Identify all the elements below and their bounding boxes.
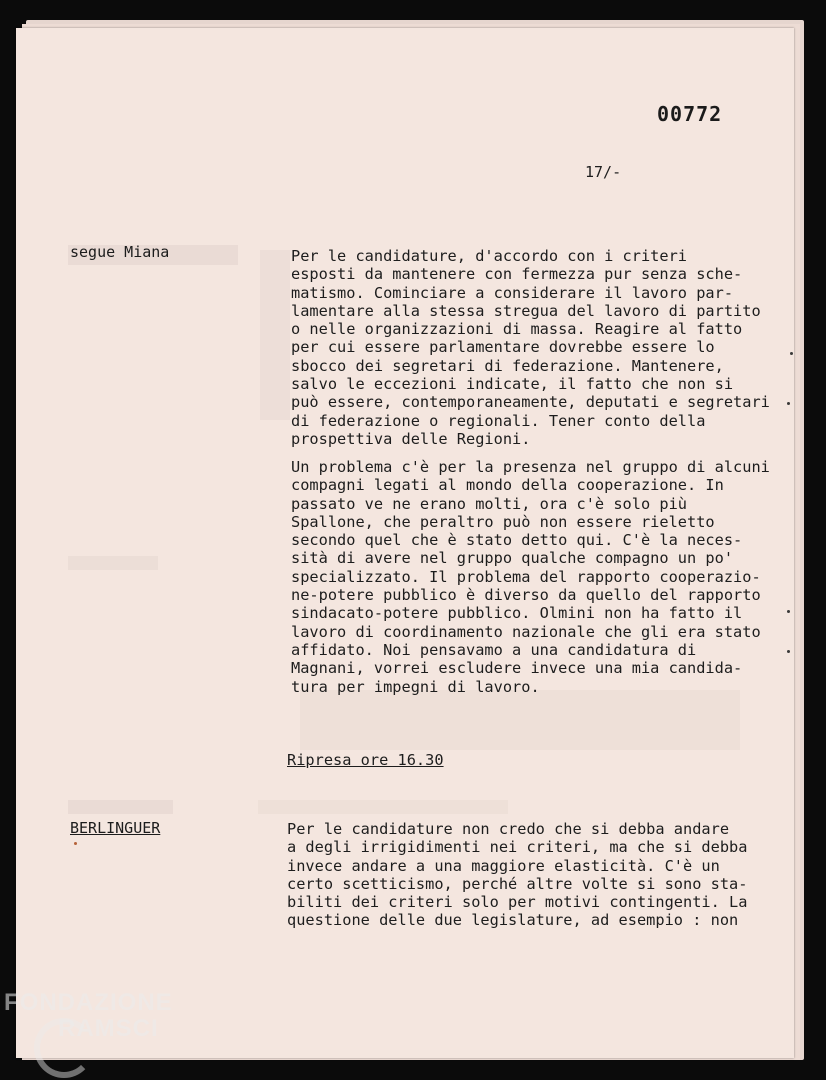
text-line: esposti da mantenere con fermezza pur senza sche- [291, 265, 743, 284]
text-line: specializzato. Il problema del rapporto cooperazio- [291, 567, 761, 586]
text-line: Un problema c'è per la presenza nel gruppo di alcuni [291, 458, 770, 476]
text-line: o nelle organizzazioni di massa. Reagire al fatto [291, 320, 743, 339]
text-line: passato ve ne erano molti, ora c'è solo più [291, 494, 688, 513]
text-line: secondo quel che è stato detto qui. C'è la neces- [291, 531, 743, 550]
text-line: sbocco dei segretari di federazione. Mantenere, [291, 356, 724, 375]
paragraph-miana-1 [291, 247, 791, 448]
session-resume-heading: Ripresa ore 16.30 [287, 751, 444, 769]
speaker-label-miana: segue Miana [70, 243, 170, 261]
text-line: sindacato-potere pubblico. Olmini non ha fatto il [291, 604, 743, 623]
text-line: a degli irrigidimenti nei criteri, ma che si debba [287, 838, 748, 857]
margin-mark [74, 842, 77, 845]
paragraph-miana-2 [291, 458, 791, 696]
bleed-through-mark [300, 690, 740, 750]
speaker-label-berlinguer: BERLINGUER [70, 819, 161, 837]
text-line: Per le candidature non credo che si debba andare [287, 820, 730, 838]
text-line: biliti dei criteri solo per motivi contingenti. La [287, 893, 748, 912]
paragraph-berlinguer [287, 820, 787, 930]
watermark-line-1: FONDAZIONE [4, 989, 173, 1016]
text-line: può essere, contemporaneamente, deputati e segretari [291, 393, 770, 412]
text-line: invece andare a una maggiore elasticità. C'è un [287, 856, 720, 875]
text-line: per cui essere parlamentare dovrebbe essere lo [291, 338, 715, 357]
text-line: questione delle due legislature, ad esempio : non [287, 911, 739, 930]
text-line: tura per impegni di lavoro. [291, 677, 540, 696]
text-line: affidato. Noi pensavamo a una candidatura di [291, 640, 697, 659]
text-line: di federazione o regionali. Tener conto della [291, 411, 706, 430]
text-line: matismo. Cominciare a considerare il lavoro par- [291, 283, 734, 302]
text-line: sità di avere nel gruppo qualche compagno un po' [291, 549, 734, 568]
margin-mark [787, 650, 790, 653]
margin-mark [787, 610, 790, 613]
bleed-through-mark [68, 556, 158, 570]
bleed-through-mark [260, 250, 290, 420]
text-line: Magnani, vorrei escludere invece una mia candida- [291, 659, 743, 678]
margin-mark [787, 402, 790, 405]
document-number: 00772 [657, 102, 723, 126]
text-line: Per le candidature, d'accordo con i criteri [291, 247, 688, 265]
bleed-through-mark [258, 800, 508, 814]
text-line: compagni legati al mondo della cooperazione. In [291, 476, 724, 495]
page-number: 17/- [585, 163, 622, 181]
text-line: Spallone, che peraltro può non essere rieletto [291, 512, 715, 531]
text-line: prospettiva delle Regioni. [291, 429, 531, 448]
watermark-line-2: RAMSCI [58, 1015, 159, 1042]
text-line: certo scetticismo, perché altre volte si sono sta- [287, 874, 748, 893]
text-line: lavoro di coordinamento nazionale che gli era stato [291, 622, 761, 641]
margin-mark [790, 352, 793, 355]
bleed-through-mark [68, 800, 173, 814]
watermark [4, 990, 173, 1042]
text-line: lamentare alla stessa stregua del lavoro di partito [291, 301, 761, 320]
text-line: ne-potere pubblico è diverso da quello del rapporto [291, 586, 761, 605]
text-line: salvo le eccezioni indicate, il fatto che non si [291, 375, 734, 394]
